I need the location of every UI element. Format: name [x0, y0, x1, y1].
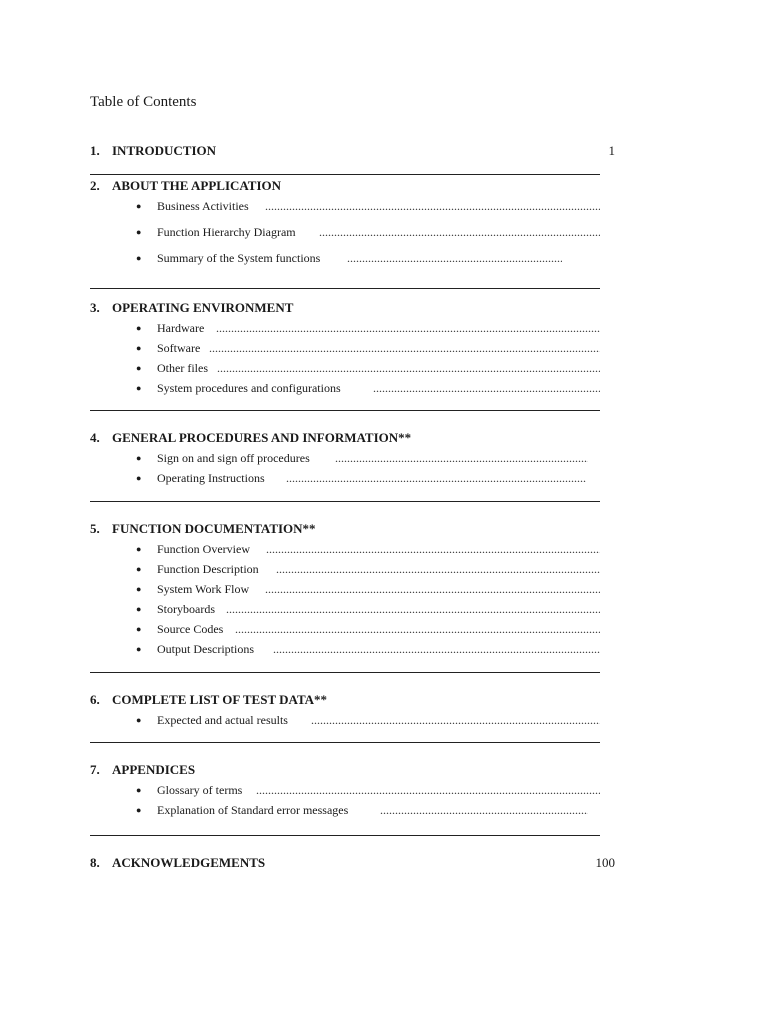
- dot-leader: [265, 196, 600, 216]
- section-number: 2.: [90, 178, 100, 193]
- dot-leader: [380, 800, 588, 820]
- list-item: ● Function Hierarchy Diagram .....: [90, 222, 600, 242]
- bullet-icon: ●: [136, 323, 142, 333]
- divider: [90, 742, 600, 743]
- divider: [90, 501, 600, 502]
- section-number: 8.: [90, 855, 100, 870]
- list-item: ● Storyboards .....: [90, 599, 600, 619]
- dot-leader: [216, 318, 600, 338]
- bullet-icon: ●: [136, 201, 142, 211]
- bullet-icon: ●: [136, 473, 142, 483]
- bullet-icon: ●: [136, 453, 142, 463]
- item-list: [90, 448, 600, 488]
- toc-section-acknowledgements: [90, 853, 615, 873]
- list-item: ● Glossary of terms .....: [90, 780, 600, 800]
- list-item: ● Operating Instructions .....: [90, 468, 600, 488]
- section-number: 5.: [90, 521, 100, 536]
- dot-leader: [266, 539, 600, 559]
- section-title: COMPLETE LIST OF TEST DATA**: [112, 692, 328, 707]
- toc-section-appendices: [90, 760, 600, 820]
- section-title: GENERAL PROCEDURES AND INFORMATION**: [112, 430, 412, 445]
- item-list: [90, 780, 600, 820]
- bullet-icon: ●: [136, 227, 142, 237]
- list-item: ● Function Description .....: [90, 559, 600, 579]
- toc-section-operating: [90, 298, 600, 398]
- page-number: 1: [608, 143, 615, 158]
- list-item: ● System Work Flow .....: [90, 579, 600, 599]
- section-heading: [90, 428, 600, 448]
- section-number: 7.: [90, 762, 100, 777]
- page-number: 100: [595, 855, 615, 870]
- section-heading: [90, 298, 600, 318]
- bullet-icon: ●: [136, 363, 142, 373]
- dot-leader: [256, 780, 600, 800]
- item-list: [90, 318, 600, 398]
- dot-leader: [286, 468, 586, 488]
- bullet-icon: ●: [136, 805, 142, 815]
- list-item: ● System procedures and configurations .....: [90, 378, 600, 398]
- divider: [90, 672, 600, 673]
- dot-leader: [217, 358, 600, 378]
- divider: [90, 410, 600, 411]
- section-number: 4.: [90, 430, 100, 445]
- list-item: ● Other files .....: [90, 358, 600, 378]
- bullet-icon: ●: [136, 544, 142, 554]
- list-item: ● Hardware .....: [90, 318, 600, 338]
- section-heading: [90, 176, 600, 196]
- bullet-icon: ●: [136, 644, 142, 654]
- list-item: ● Source Codes .....: [90, 619, 600, 639]
- dot-leader: [319, 222, 600, 242]
- section-title: FUNCTION DOCUMENTATION**: [112, 521, 316, 536]
- section-heading: [90, 519, 600, 539]
- list-item: ● Expected and actual results .....: [90, 710, 600, 730]
- dot-leader: [273, 639, 600, 659]
- page-title: Table of Contents: [90, 94, 197, 110]
- section-heading: [90, 760, 600, 780]
- section-title: OPERATING ENVIRONMENT: [112, 300, 294, 315]
- item-list: [90, 710, 600, 730]
- section-title: APPENDICES: [112, 762, 196, 777]
- bullet-icon: ●: [136, 343, 142, 353]
- list-item: ● Business Activities .....: [90, 196, 600, 216]
- list-item: ● Summary of the System functions .....: [90, 248, 600, 268]
- list-item: ● Function Overview .....: [90, 539, 600, 559]
- list-item: ● Explanation of Standard error messages .....: [90, 800, 600, 820]
- dot-leader: [373, 378, 600, 398]
- toc-section-about: [90, 176, 600, 268]
- list-item: ● Sign on and sign off procedures .....: [90, 448, 600, 468]
- dot-leader: [347, 248, 562, 268]
- item-list: [90, 196, 600, 268]
- toc-section-test-data: [90, 690, 600, 730]
- dot-leader: [276, 559, 600, 579]
- toc-section-introduction: [90, 141, 615, 161]
- section-title: ABOUT THE APPLICATION: [112, 178, 282, 193]
- section-number: 3.: [90, 300, 100, 315]
- bullet-icon: ●: [136, 624, 142, 634]
- list-item: ● Software .....: [90, 338, 600, 358]
- dot-leader: [226, 599, 600, 619]
- bullet-icon: ●: [136, 564, 142, 574]
- bullet-icon: ●: [136, 584, 142, 594]
- section-number: 6.: [90, 692, 100, 707]
- divider: [90, 835, 600, 836]
- toc-section-function-documentation: [90, 519, 600, 659]
- section-heading: [90, 690, 600, 710]
- section-title: INTRODUCTION: [112, 143, 217, 158]
- dot-leader: [335, 448, 588, 468]
- bullet-icon: ●: [136, 715, 142, 725]
- section-heading: [90, 141, 615, 161]
- section-number: 1.: [90, 143, 100, 158]
- bullet-icon: ●: [136, 785, 142, 795]
- bullet-icon: ●: [136, 253, 142, 263]
- divider: [90, 288, 600, 289]
- section-title: ACKNOWLEDGEMENTS: [112, 855, 266, 870]
- toc-section-general-procedures: [90, 428, 600, 488]
- dot-leader: [311, 710, 600, 730]
- list-item: ● Output Descriptions .....: [90, 639, 600, 659]
- bullet-icon: ●: [136, 383, 142, 393]
- item-list: [90, 539, 600, 659]
- section-heading: [90, 853, 615, 873]
- dot-leader: [235, 619, 600, 639]
- divider: [90, 174, 600, 175]
- dot-leader: [265, 579, 600, 599]
- dot-leader: [209, 338, 600, 358]
- bullet-icon: ●: [136, 604, 142, 614]
